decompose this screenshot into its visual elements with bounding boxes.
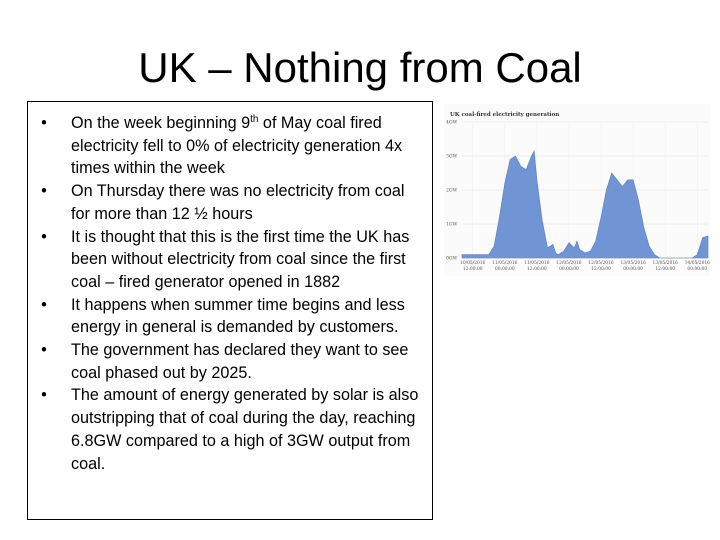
y-tick-label: 4GW xyxy=(446,120,458,126)
x-tick-label: 10/05/2016 12:00:00 xyxy=(460,261,486,272)
bullet-list xyxy=(28,102,432,475)
bullet-text: The amount of energy generated by solar is also outstripping that of coal during the day, reaching 6.8GW compared to a high of 3GW output from coal. xyxy=(71,386,419,473)
bullet-text: It is thought that this is the first time the UK has been without electricity from coal since the first coal – fired generator opened in 1882 xyxy=(71,227,410,291)
x-tick-label: 12/05/2016 00:00:00 xyxy=(556,261,582,272)
x-tick-label: 11/05/2016 12:00:00 xyxy=(524,261,550,272)
x-tick-label: 11/05/2016 00:00:00 xyxy=(492,261,518,272)
bullet-marker: • xyxy=(41,386,47,405)
series-area xyxy=(462,151,708,258)
bullet-marker: • xyxy=(41,182,47,201)
y-tick-label: 1GW xyxy=(446,222,458,228)
slide-title: UK – Nothing from Coal xyxy=(138,44,582,91)
coal-generation-chart xyxy=(444,104,710,276)
bullet-item xyxy=(28,112,422,180)
bullet-marker: • xyxy=(41,295,47,314)
chart-title: UK coal-fired electricity generation xyxy=(450,112,560,118)
bullet-text: On Thursday there was no electricity from coal for more than 12 ½ hours xyxy=(71,182,405,223)
x-tick-label: 13/05/2016 12:00:00 xyxy=(652,261,678,272)
bullet-item xyxy=(28,226,422,294)
bullet-text-box xyxy=(27,101,433,520)
ordinal-suffix: th xyxy=(250,114,259,125)
bullet-marker: • xyxy=(41,227,47,246)
y-tick-label: 3GW xyxy=(446,154,458,160)
chart-canvas xyxy=(444,104,710,276)
bullet-marker: • xyxy=(41,341,47,360)
x-tick-label: 13/05/2016 00:00:00 xyxy=(620,261,646,272)
y-tick-label: 2GW xyxy=(446,188,458,194)
bullet-item xyxy=(28,180,422,225)
x-tick-label: 12/05/2016 12:00:00 xyxy=(588,261,614,272)
bullet-item xyxy=(28,339,422,384)
bullet-marker: • xyxy=(41,114,47,132)
y-tick-label: 0GW xyxy=(446,256,458,262)
bullet-text: It happens when summer time begins and less energy in general is demanded by customers. xyxy=(71,295,405,337)
bullet-text: On the week beginning 9 xyxy=(71,114,251,132)
bullet-text-cont: of May coal fired electricity fell to 0% of electricity generation 4x times within the week xyxy=(71,114,403,178)
bullet-item xyxy=(28,294,422,339)
bullet-item xyxy=(28,384,422,475)
x-tick-label: 14/05/2016 00:00:00 xyxy=(684,261,710,272)
bullet-text: The government has declared they want to see coal phased out by 2025. xyxy=(71,341,409,382)
